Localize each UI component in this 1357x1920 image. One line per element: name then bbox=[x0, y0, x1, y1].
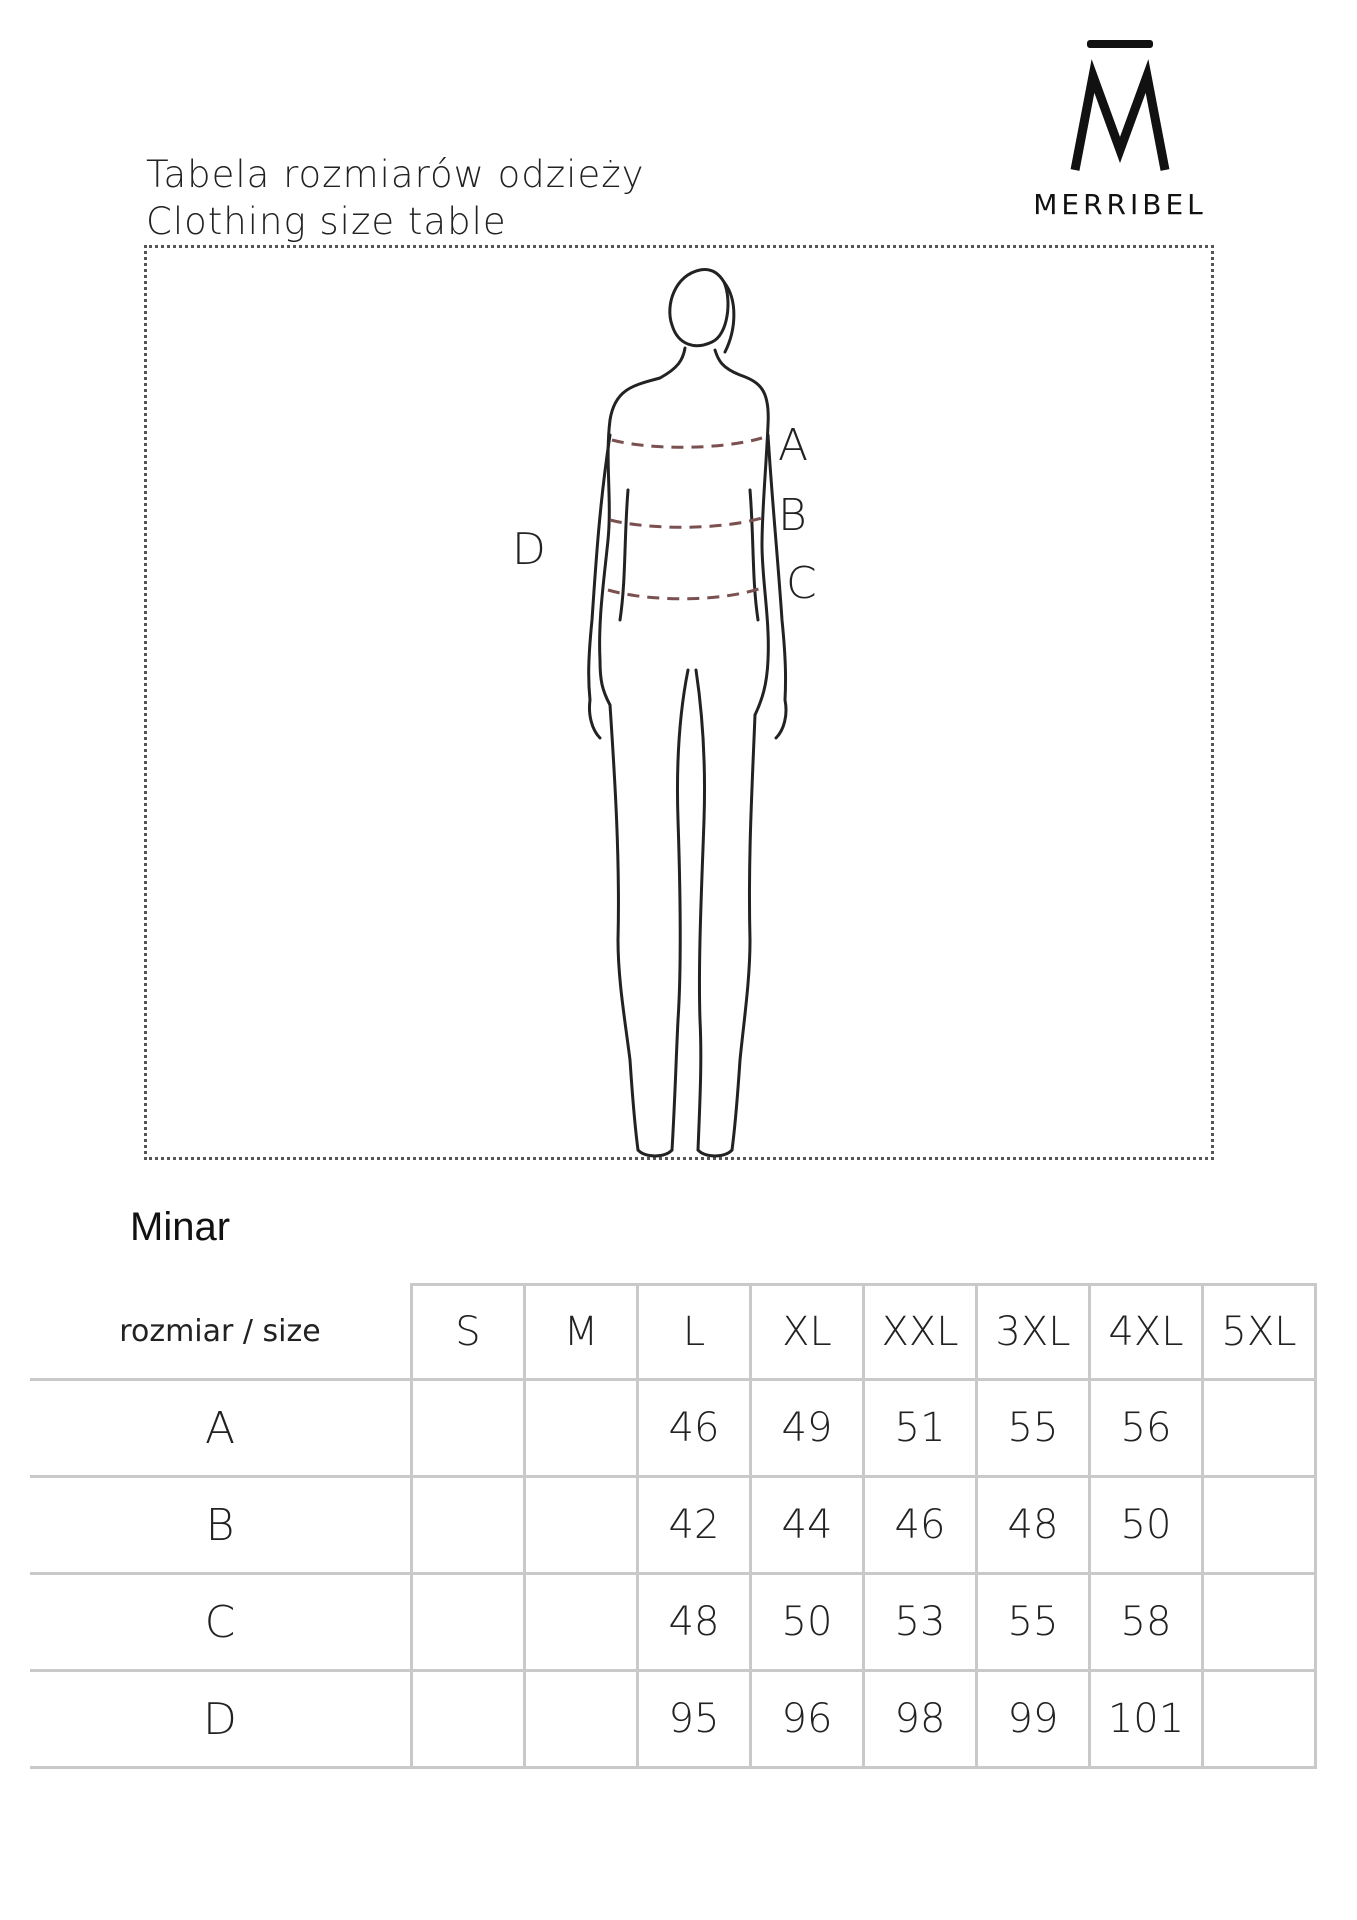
size-cell: XL bbox=[751, 1285, 864, 1380]
value-cell: 46 bbox=[638, 1380, 751, 1477]
value-cell: 48 bbox=[638, 1574, 751, 1671]
value-cell bbox=[1203, 1477, 1316, 1574]
value-cell bbox=[1203, 1574, 1316, 1671]
value-cell: 58 bbox=[1090, 1574, 1203, 1671]
size-cell: 4XL bbox=[1090, 1285, 1203, 1380]
value-cell: 49 bbox=[751, 1380, 864, 1477]
table-row bbox=[30, 1574, 1316, 1671]
size-cell: 3XL bbox=[977, 1285, 1090, 1380]
value-cell bbox=[525, 1574, 638, 1671]
body-figure-illustration bbox=[500, 260, 830, 1160]
value-cell: 50 bbox=[751, 1574, 864, 1671]
logo-m-icon bbox=[1065, 38, 1175, 178]
label-a: A bbox=[778, 420, 809, 471]
size-table bbox=[30, 1283, 1317, 1769]
value-cell: 96 bbox=[751, 1671, 864, 1768]
table-row bbox=[30, 1477, 1316, 1574]
title-english: Clothing size table bbox=[146, 200, 507, 243]
value-cell: 56 bbox=[1090, 1380, 1203, 1477]
size-cell: 5XL bbox=[1203, 1285, 1316, 1380]
value-cell bbox=[525, 1671, 638, 1768]
size-header-row bbox=[30, 1285, 1316, 1380]
value-cell: 98 bbox=[864, 1671, 977, 1768]
product-name: Minar bbox=[130, 1205, 231, 1249]
table-row bbox=[30, 1671, 1316, 1768]
label-b: B bbox=[778, 490, 807, 541]
value-cell: 55 bbox=[977, 1380, 1090, 1477]
value-cell bbox=[1203, 1671, 1316, 1768]
value-cell: 44 bbox=[751, 1477, 864, 1574]
value-cell: 51 bbox=[864, 1380, 977, 1477]
row-label: C bbox=[30, 1574, 412, 1671]
size-cell: L bbox=[638, 1285, 751, 1380]
value-cell: 101 bbox=[1090, 1671, 1203, 1768]
value-cell: 48 bbox=[977, 1477, 1090, 1574]
value-cell: 99 bbox=[977, 1671, 1090, 1768]
size-cell: XXL bbox=[864, 1285, 977, 1380]
value-cell: 46 bbox=[864, 1477, 977, 1574]
size-cell: S bbox=[412, 1285, 525, 1380]
value-cell: 42 bbox=[638, 1477, 751, 1574]
row-label: D bbox=[30, 1671, 412, 1768]
value-cell: 50 bbox=[1090, 1477, 1203, 1574]
table-row bbox=[30, 1380, 1316, 1477]
size-cell: M bbox=[525, 1285, 638, 1380]
label-c: C bbox=[786, 558, 817, 609]
value-cell bbox=[1203, 1380, 1316, 1477]
value-cell bbox=[412, 1380, 525, 1477]
row-label: B bbox=[30, 1477, 412, 1574]
size-header-label: rozmiar / size bbox=[30, 1285, 412, 1380]
value-cell bbox=[525, 1477, 638, 1574]
value-cell: 53 bbox=[864, 1574, 977, 1671]
title-polish: Tabela rozmiarów odzieży bbox=[146, 153, 645, 196]
value-cell bbox=[412, 1574, 525, 1671]
label-d: D bbox=[512, 524, 546, 575]
value-cell: 55 bbox=[977, 1574, 1090, 1671]
value-cell bbox=[525, 1380, 638, 1477]
value-cell bbox=[412, 1477, 525, 1574]
brand-logo bbox=[1010, 38, 1230, 228]
brand-name: MERRIBEL bbox=[1033, 188, 1207, 221]
value-cell bbox=[412, 1671, 525, 1768]
row-label: A bbox=[30, 1380, 412, 1477]
value-cell: 95 bbox=[638, 1671, 751, 1768]
